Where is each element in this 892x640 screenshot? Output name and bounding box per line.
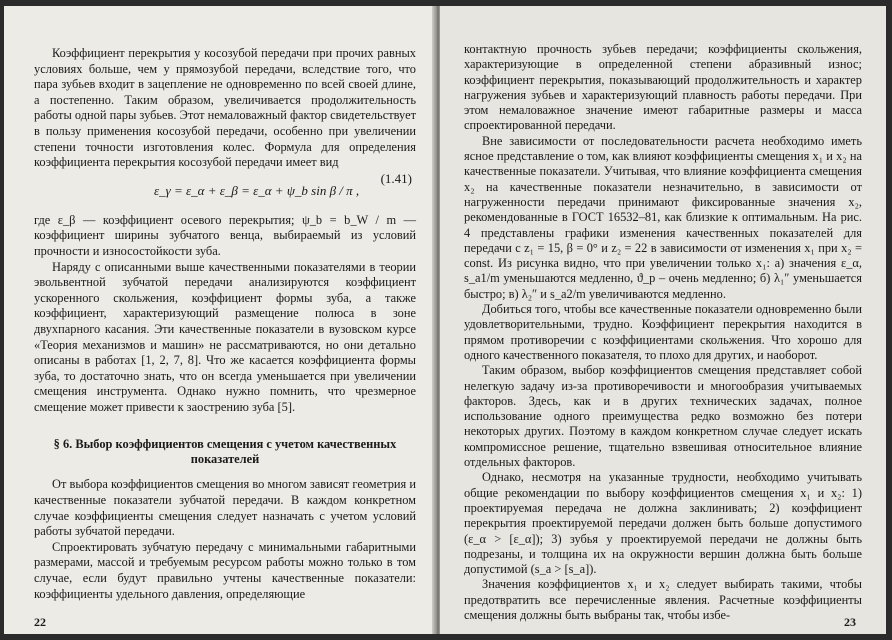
page-number: 22 xyxy=(34,615,46,629)
formula-number: (1.41) xyxy=(380,170,412,186)
page-number: 23 xyxy=(844,615,856,629)
paragraph: контактную прочность зубьев передачи; коэффициенты скольжения, характеризующие в определенной степени абразивный износ; коэффициент перекрытия, показывающий продолжительность и характер нагружения зубьев и характеризующий плавность работы передачи. При этом немаловажное значение имеют габаритные размеры и масса спроектированной передачи. xyxy=(464,42,862,133)
paragraph: Наряду с описанными выше качественными показателями в теории эвольвентной зубчатой передачи анализируются коэффициент ускоренного скольжения, коэффициент формы зуба, а также коэффициент, характеризующий размещение полюса в зоне двухпарного касания. Эти качественные показатели в вузовском курсе «Теория механизмов и машин» не рассматриваются, но они детально описаны в работах [1, 2, 7, 8]. Что же касается коэффициента формы зуба, то достаточно знать, что он всегда уменьшается при увеличении смещения инструмента. Однако нужно помнить, что чрезмерное смещение может привести к заострению зуба [5]. xyxy=(34,259,416,414)
paragraph: Вне зависимости от последовательности расчета необходимо иметь ясное представление о том, как влияют коэффициенты смещения x₁ и x₂ на качественные показатели. Учитывая, что влияние коэффициента смещения x₂ на качественные показатели незначительно, в зависимости от нагруженности передачи принимают фиксированные значения x₂, рекомендованные в ГОСТ 16532–81, как близкие к оптимальным. На рис. 4 представлены графики изменения качественных показателей для передачи с z₁ = 15, β = 0° и z₂ = 22 в зависимости от изменения x₁ при x₂ = const. Из рисунка видно, что при увеличении только x₁: а) значения ε_α, s_a1/m уменьшаются медленно, ϑ_p – очень медленно; б) λ₁″ уменьшается быстро; в) λ₂″ и s_a2/m увеличиваются медленно. xyxy=(464,133,862,301)
paragraph: Однако, несмотря на указанные трудности, необходимо учитывать общие рекомендации по выбору коэффициентов смещения x₁ и x₂: 1) проектируемая передача не должна заклинивать; 2) коэффициент перекрытия проектируемой передачи должен быть больше допустимого (ε_α > [ε_α]); 3) зубья у проектируемой передачи не должны быть подрезаны, и толщина их на окружности вершин должна быть больше допустимой (s_a > [s_a]). xyxy=(464,470,862,577)
paragraph: Значения коэффициентов x₁ и x₂ следует выбирать такими, чтобы предотвратить все перечисленные явления. Расчетные коэффициенты смещения должны быть выбраны так, чтобы избе- xyxy=(464,577,862,622)
left-page xyxy=(4,6,436,634)
paragraph: Спроектировать зубчатую передачу с минимальными габаритными размерами, массой и требуемым ресурсом работы можно только в том случае, если будут правильно учтены качественные показатели: коэффициенты удельного давления, определяющие xyxy=(34,539,416,601)
paragraph: Коэффициент перекрытия у косозубой передачи при прочих равных условиях больше, чем у прямозубой передачи, вследствие того, что пара зубьев входит в зацепление не одновременно по всей своей длине, а постепенно. Таким образом, увеличивается продолжительность работы одной пары зубьев. Этот немаловажный фактор свидетельствует в пользу применения косозубой передачи, особенно при увеличении степени точности изготовления колес. Формула для определения коэффициента перекрытия косозубой передачи имеет вид xyxy=(34,46,416,170)
paragraph: Добиться того, чтобы все качественные показатели одновременно были удовлетворительными, трудно. Коэффициент перекрытия находится в прямом противоречии с коэффициентами скольжения. Что хорошо для одного качественного показателя, то плохо для других, и наоборот. xyxy=(464,302,862,362)
paragraph: От выбора коэффициентов смещения во многом зависят геометрия и качественные показатели зубчатой передачи. В каждом конкретном случае коэффициенты смещения следует назначать с учетом условий работы зубчатой передачи. xyxy=(34,477,416,539)
paragraph: где ε_β — коэффициент осевого перекрытия; ψ_b = b_W / m — коэффициент ширины зубчатого венца, выбираемый из условий прочности и износостойкости зуба. xyxy=(34,212,416,258)
formula xyxy=(34,170,416,207)
formula-expression: ε_γ = ε_α + ε_β = ε_α + ψ_b sin β / π , xyxy=(154,182,360,198)
paragraph: Таким образом, выбор коэффициентов смещения представляет собой нелегкую задачу из-за противоречивости и многообразия учитываемых факторов. Здесь, как и в других технических задачах, полное использование одного преимущества редко возможно без потери некоторых других. Поэтому в каждом конкретном случае следует искать компромиссное решение, тщательно взвешивая относительное влияние отдельных факторов. xyxy=(464,363,862,470)
section-title: § 6. Выбор коэффициентов смещения с учетом качественных показателей xyxy=(53,437,397,467)
right-page xyxy=(440,6,886,634)
